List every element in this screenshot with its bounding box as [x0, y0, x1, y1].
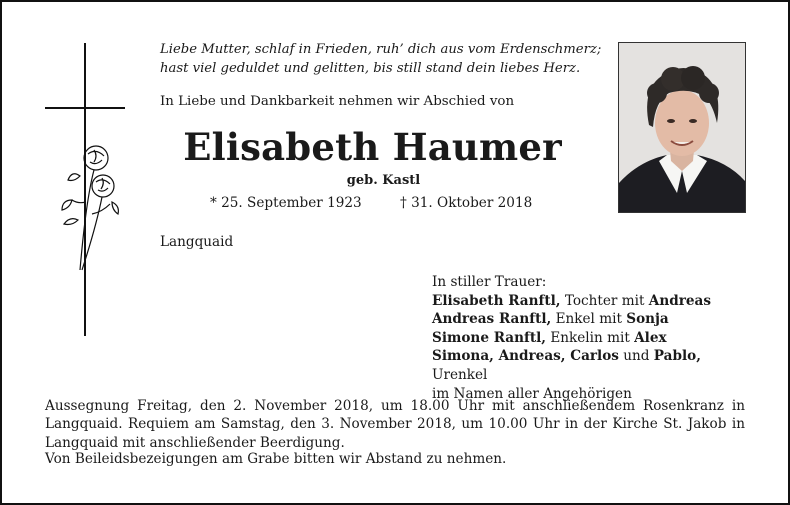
- mourner-name: Andreas Ranftl,: [432, 311, 552, 328]
- mourners-section: [432, 273, 752, 403]
- mourner-relation: Tochter mit: [560, 292, 649, 309]
- mourner-line: [432, 292, 752, 311]
- mourner-partner: Alex: [634, 329, 667, 346]
- mourner-relation: Enkel mit: [551, 311, 627, 328]
- intro-text: In Liebe und Dankbarkeit nehmen wir Abschied von: [160, 94, 515, 109]
- mourner-name: Simone Ranftl,: [432, 329, 547, 346]
- place: Langquaid: [160, 234, 234, 250]
- mourner-relation: Urenkel: [432, 366, 488, 383]
- ceremony-details: Aussegnung Freitag, den 2. November 2018, um 18.00 Uhr mit anschließendem Rosenkranz in Langquaid. Requiem am Samstag, den 3. November 2018, um 10.00 Uhr in der Kirche St. Jakob in Langquaid mit anschließender Beerdigung.: [45, 398, 745, 451]
- mourner-partner: Sonja: [626, 311, 669, 328]
- maiden-name: geb. Kastl: [346, 173, 421, 188]
- death-date: † 31. Oktober 2018: [400, 195, 533, 211]
- mourner-partner: Andreas: [648, 292, 711, 309]
- birth-date: * 25. September 1923: [210, 195, 362, 211]
- mourners-heading: In stiller Trauer:: [432, 274, 547, 290]
- cross-horizontal-beam: [45, 107, 125, 109]
- poem-line-1: Liebe Mutter, schlaf in Frieden, ruh’ dich aus vom Erdenschmerz;: [160, 42, 602, 57]
- mourner-relation: und: [618, 348, 654, 365]
- portrait-photo: [618, 42, 746, 213]
- mourner-line: [432, 347, 752, 384]
- condolence-notice: Von Beileidsbezeigungen am Grabe bitten wir Abstand zu nehmen.: [45, 451, 507, 467]
- poem: [160, 40, 601, 78]
- deceased-name-text: Elisabeth Haumer: [183, 125, 562, 169]
- poem-line-2: hast viel geduldet und gelitten, bis still stand dein liebes Herz.: [160, 61, 581, 76]
- mourner-relation: Enkelin mit: [546, 329, 635, 346]
- mourner-name: Simona, Andreas, Carlos: [432, 348, 619, 365]
- mourner-line: [432, 310, 752, 329]
- mourner-line: [432, 329, 752, 348]
- mourner-name: Elisabeth Ranftl,: [432, 292, 561, 309]
- mourners-closing: im Namen aller Angehörigen: [432, 385, 632, 402]
- mourner-partner: Pablo,: [653, 348, 701, 365]
